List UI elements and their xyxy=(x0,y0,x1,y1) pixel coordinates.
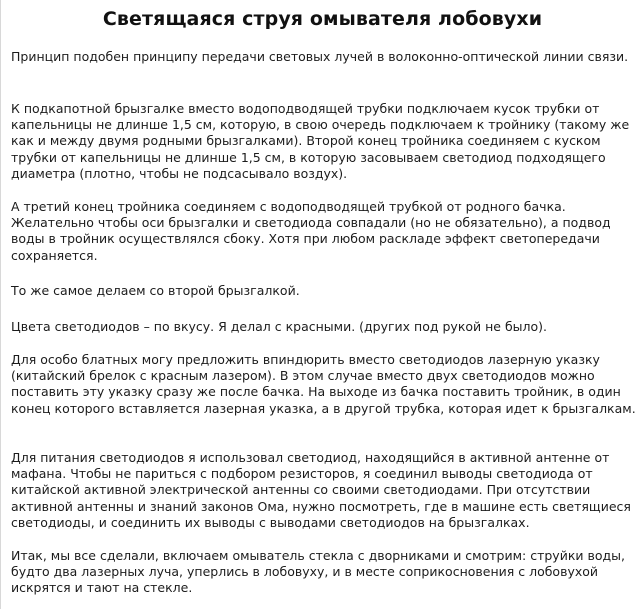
article-paragraph-principle: Принцип подобен принципу передачи световых лучей в волоконно-оптической линии связи. xyxy=(11,49,629,64)
article-paragraph-result: Итак, мы все сделали, включаем омыватель стекла с дворниками и смотрим: струйки воды, будто два лазерных луча, уперлись в лобовуху, и в месте соприкосновения с лобовухой искрятся и тают на стекле. xyxy=(11,548,625,596)
article-paragraph-laser-option: Для особо блатных могу предложить впиндюрить вместо светодиодов лазерную указку (китайский брелок с красным лазером). В этом случае вместо двух светодиодов можно поставить эту указку сразу же после бачка. На выходе из бачка поставить тройник, в один конец которого вставляется лазерная указка, а в другой трубка, которая идет к брызгалкам. xyxy=(11,352,636,416)
article-title: Светящаяся струя омывателя лобовухи xyxy=(102,8,543,30)
article-paragraph-power-supply: Для питания светодиодов я использовал светодиод, находящийся в активной антенне от мафана. Чтобы не париться с подбором резисторов, я соединил выводы светодиода от китайской активной электрической антенны со своими светодиодами. При отсутствии активной антенны и знаний законов Ома, нужно посмотреть, где в машине есть светящиеся светодиоды, и соединить их выводы с выводами светодиодов на брызгалках. xyxy=(11,450,631,530)
article-paragraph-tee-connection: К подкапотной брызгалке вместо водоподводящей трубки подключаем кусок трубки от капельницы не длинше 1,5 см, которую, в свою очередь подключаем к тройнику (такому же как и между двумя родными брызгалками). Второй конец тройника соединяем с куском трубки от капельницы не длинше 1,5 см, в которую засовываем светодиод подходящего диаметра (плотно, чтобы не подсасывало воздух). xyxy=(11,101,630,181)
article-paragraph-third-end: А третий конец тройника соединяем с водоподводящей трубкой от родного бачка. Желательно чтобы оси брызгалки и светодиода совпадали (но не обязательно), а подвод воды в тройник осуществлялся сбоку. Хотя при любом раскладе эффект светопередачи сохраняется. xyxy=(11,199,611,263)
article-paragraph-second-nozzle: То же самое делаем со второй брызгалкой. xyxy=(11,283,300,298)
article-paragraph-led-colors: Цвета светодиодов – по вкусу. Я делал с красными. (других под рукой не было). xyxy=(11,319,548,334)
